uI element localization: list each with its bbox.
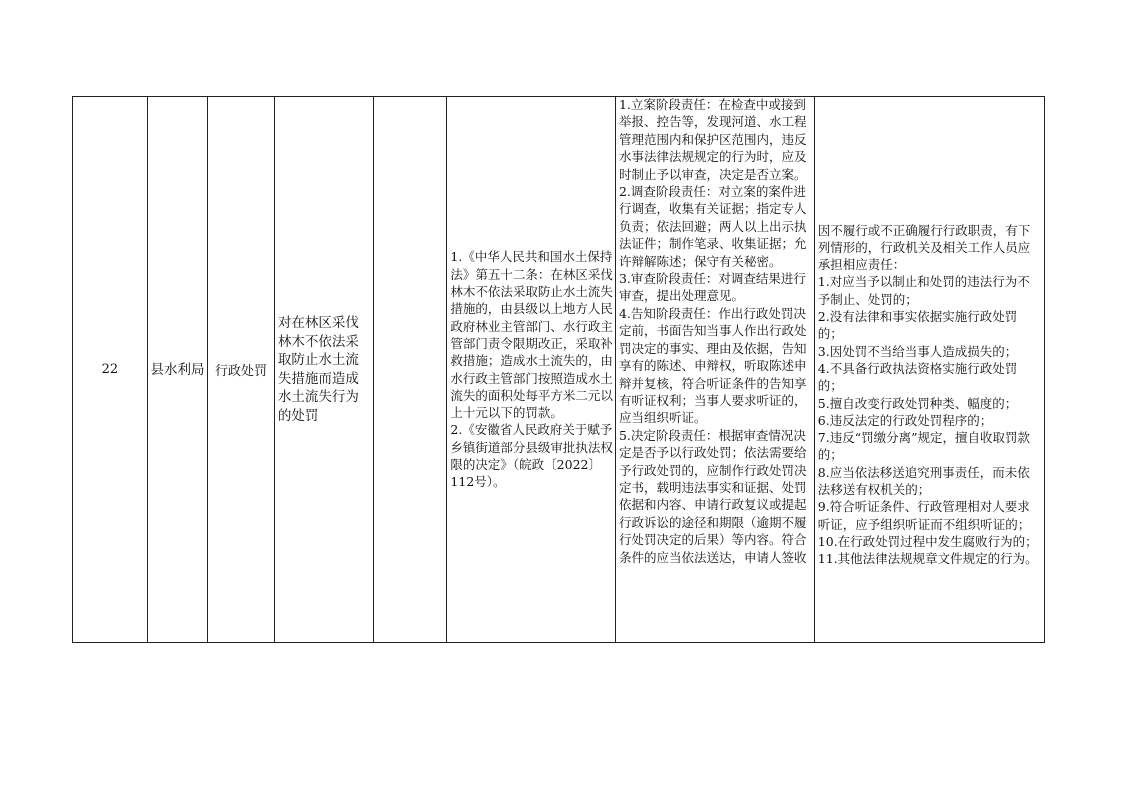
accountability-item: 3.因处罚不当给当事人造成损失的； xyxy=(817,343,1018,359)
row-number: 22 xyxy=(73,97,148,643)
department-cell xyxy=(147,97,208,643)
accountability-intro: 因不履行或不正确履行行政职责，有下列情形的，行政机关及相关工作人员应承担相应责任： xyxy=(817,222,1031,273)
department-name: 县水利局 xyxy=(150,361,205,378)
item-name: 对在林区采伐林木不依法采取防止水土流失措施而造成水土流失行为的处罚 xyxy=(277,315,359,424)
accountability-item: 8.应当依法移送追究刑事责任，而未依法移送有权机关的； xyxy=(817,464,1030,497)
accountability-item: 2.没有法律和事实依据实施行政处罚的； xyxy=(817,309,1018,342)
accountability-item: 11.其他法律法规规章文件规定的行为。 xyxy=(817,551,1038,567)
accountability-item: 4.不具备行政执法资格实施行政处罚的； xyxy=(817,360,1018,394)
responsibility-cell xyxy=(615,97,814,643)
sub-item-cell xyxy=(373,97,447,643)
power-type-cell: 行政处罚 xyxy=(208,97,275,643)
accountability-item: 10.在行政处罚过程中发生腐败行为的； xyxy=(817,533,1038,549)
accountability-item: 7.违反“罚缴分离”规定，擅自收取罚款的； xyxy=(817,430,1031,463)
responsibility-item: 5.决定阶段责任：根据审查情况决定是否予以行政处罚；依法需要给予行政处罚的，应制作行政处罚决定书，载明违法事实和证据、处罚依据和内容、申请行政复议或提起行政诉讼的途径和期限（逾期不履行处罚决定的后果）等内容。符合条件的应当依法送达，申请人签收 xyxy=(618,427,807,565)
responsibility-item: 2.调查阶段责任：对立案的案件进行调查，收集有关证据；指定专人负责；依法回避；两人以上出示执法证件；制作笔录、收集证据；允许辩解陈述；保守有关秘密。 xyxy=(618,184,807,269)
legal-basis-paragraph: 1.《中华人民共和国水土保持法》第五十二条：在林区采伐林木不依法采取防止水土流失措施的，由县级以上地方人民政府林业主管部门、水行政主管部门责令限期改正，采取补救措施；造成水土流失的，由水行政主管部门按照造成水土流失的面积处每平方米二元以上十元以下的罚款。 xyxy=(450,249,613,421)
accountability-item: 6.违反法定的行政处罚程序的； xyxy=(817,412,993,428)
power-list-table xyxy=(72,96,1045,643)
legal-basis-cell xyxy=(447,97,616,643)
legal-basis-paragraph: 2.《安徽省人民政府关于赋予乡镇街道部分县级审批执法权限的决定》（皖政〔2022〕112号）。 xyxy=(450,422,613,490)
responsibility-item: 4.告知阶段责任：作出行政处罚决定前，书面告知当事人作出行政处罚决定的事实、理由及依据，告知享有的陈述、申辩权，听取陈述申辩并复核，符合听证条件的告知享有听证权利；当事人要求听证的，应当组织听证。 xyxy=(618,305,807,426)
accountability-item: 9.符合听证条件、行政管理相对人要求听证，应予组织听证而不组织听证的； xyxy=(817,499,1031,532)
responsibility-item: 3.审查阶段责任：对调查结果进行审查，提出处理意见。 xyxy=(618,271,806,304)
item-name-cell xyxy=(274,97,373,643)
accountability-item: 1.对应当予以制止和处罚的违法行为不予制止、处罚的； xyxy=(817,274,1030,307)
accountability-cell xyxy=(814,97,1044,643)
table-row xyxy=(73,97,1045,643)
responsibility-item: 1.立案阶段责任：在检查中或接到举报、控告等，发现河道、水工程管理范围内和保护区范围内，违反水事法律法规规定的行为时，应及时制止予以审查，决定是否立案。 xyxy=(618,97,807,182)
accountability-item: 5.擅自改变行政处罚种类、幅度的； xyxy=(817,395,1018,411)
